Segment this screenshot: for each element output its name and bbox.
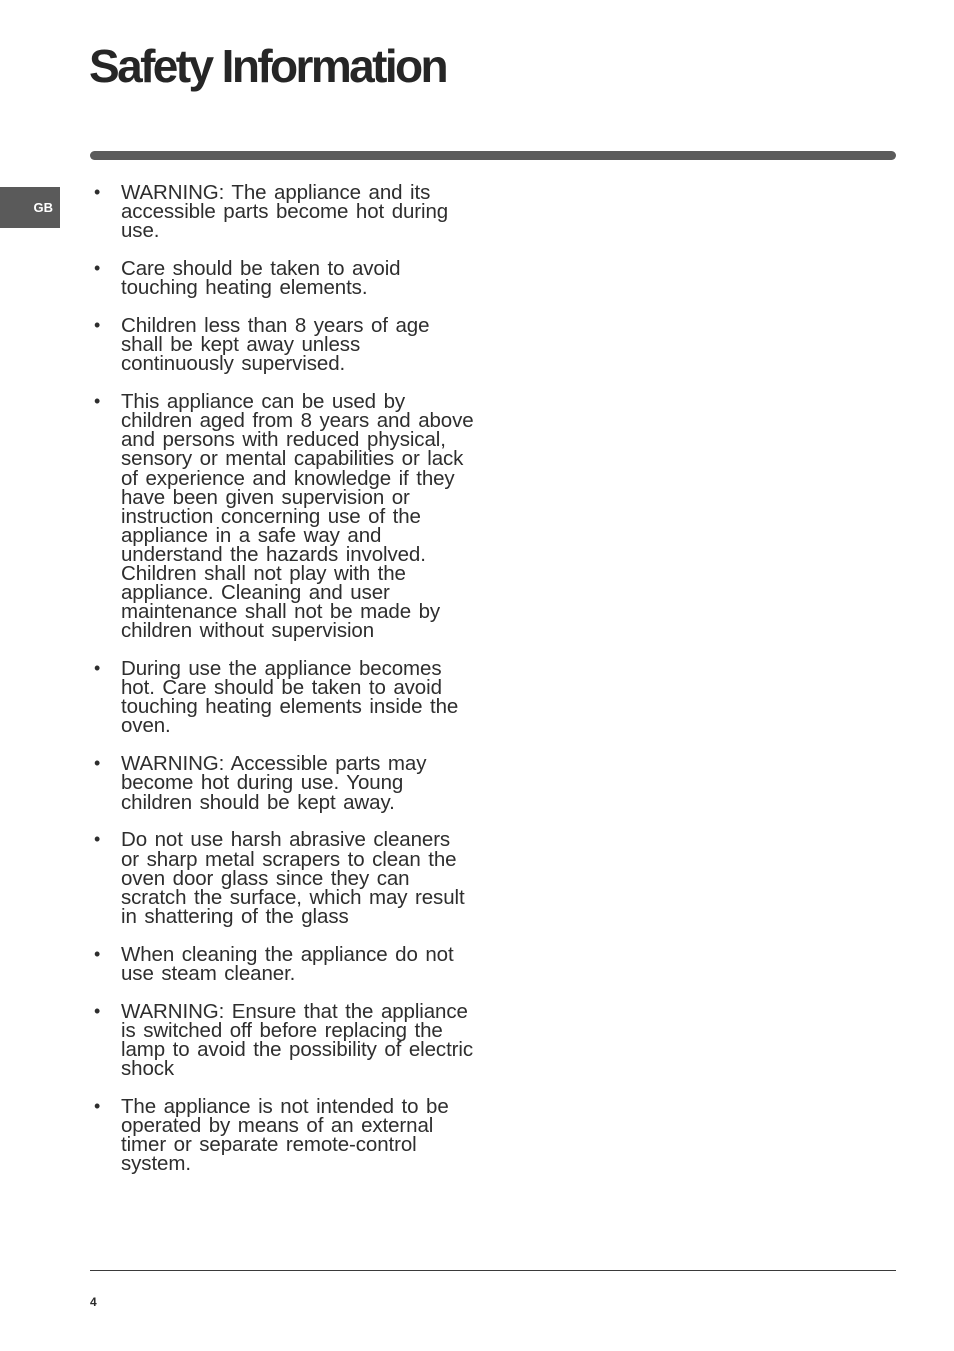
safety-item-text: WARNING: Ensure that the appliance is switched off before replacing the lamp to avoid the possibility of electric shock: [121, 999, 474, 1080]
bullet-icon: •: [94, 943, 101, 964]
footer-divider: [90, 1270, 896, 1271]
title-divider: [90, 151, 896, 160]
safety-item-text: The appliance is not intended to be operated by means of an external timer or separate remote-control system.: [121, 1094, 449, 1176]
safety-list-item: [94, 390, 474, 643]
safety-list: [94, 183, 474, 1192]
safety-item-text: Children less than 8 years of age shall be kept away unless continuously supervised.: [121, 314, 430, 376]
language-tab: GB: [0, 187, 60, 228]
safety-list-item: [94, 657, 474, 738]
safety-list-item: [94, 999, 474, 1080]
safety-list-item: [94, 752, 474, 814]
bullet-icon: •: [94, 829, 101, 850]
safety-list-item: [94, 942, 474, 985]
bullet-icon: •: [94, 391, 101, 412]
safety-item-text: When cleaning the appliance do not use steam cleaner.: [121, 942, 454, 985]
bullet-icon: •: [94, 753, 101, 774]
safety-item-text: WARNING: The appliance and its accessible parts become hot during use.: [121, 181, 449, 243]
safety-list-item: [94, 1094, 474, 1176]
bullet-icon: •: [94, 658, 101, 679]
safety-item-text: Care should be taken to avoid touching heating elements.: [121, 257, 401, 300]
bullet-icon: •: [94, 1095, 101, 1116]
safety-item-text: Do not use harsh abrasive cleaners or sharp metal scrapers to clean the oven door glass since they can scratch the surface, which may result in shattering of the glass: [121, 828, 465, 928]
safety-item-text: This appliance can be used by children aged from 8 years and above and persons with reduced physical, sensory or mental capabilities or lack of experience and knowledge if they have been given supervision or instruction concerning use of the appliance in a safe way and understand the hazards involved. Children shall not play with the appliance. Cleaning and user maintenance shall not be made by children without supervision: [121, 390, 474, 643]
bullet-icon: •: [94, 1000, 101, 1021]
safety-item-text: During use the appliance becomes hot. Care should be taken to avoid touching heating elements inside the oven.: [121, 657, 459, 738]
safety-list-item: [94, 314, 474, 376]
safety-list-item: [94, 828, 474, 928]
page-title: Safety Information: [89, 40, 447, 92]
bullet-icon: •: [94, 258, 101, 279]
safety-list-item: [94, 257, 474, 300]
safety-item-text: WARNING: Accessible parts may become hot during use. Young children should be kept away.: [121, 752, 427, 814]
bullet-icon: •: [94, 182, 101, 202]
safety-list-item: [94, 181, 474, 243]
bullet-icon: •: [94, 315, 101, 336]
page-number: 4: [90, 1295, 97, 1309]
